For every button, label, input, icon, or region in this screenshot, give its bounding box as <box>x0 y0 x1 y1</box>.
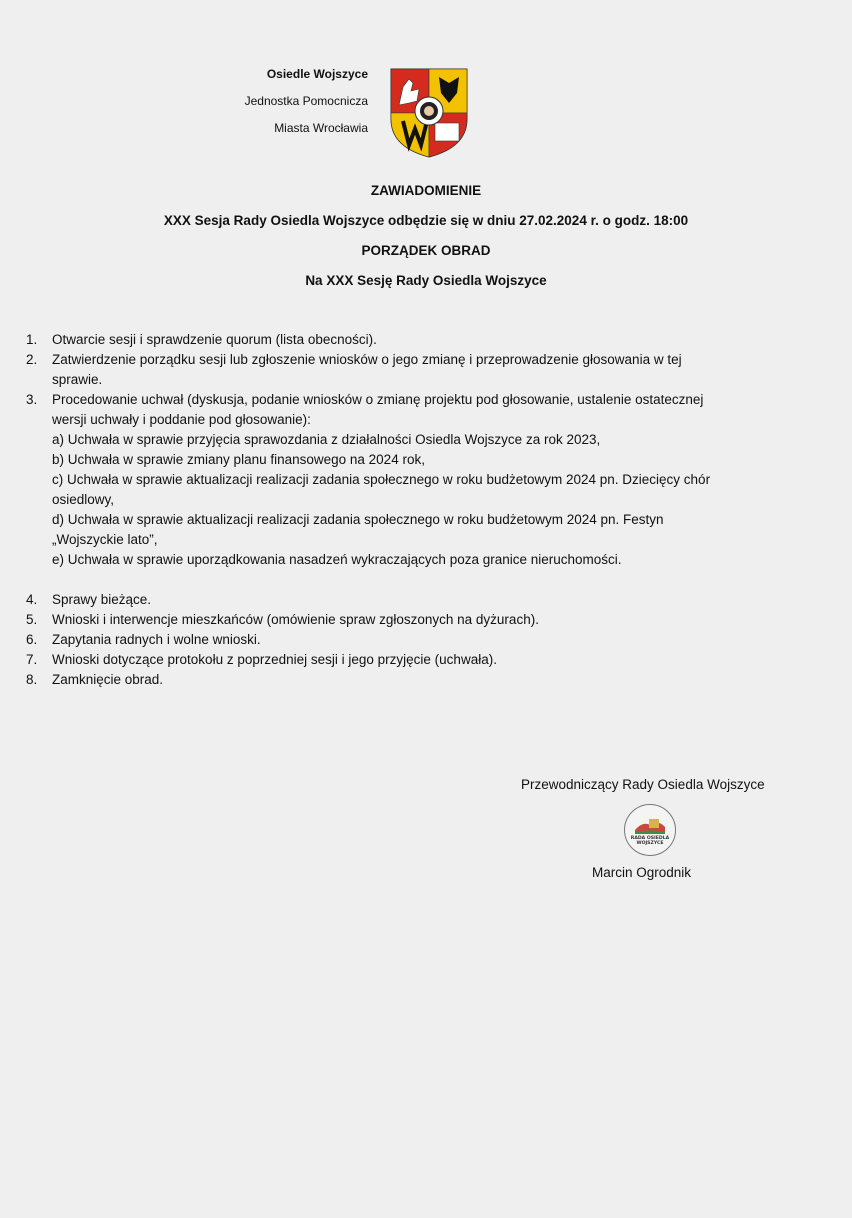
item-text: Wnioski i interwencje mieszkańców (omówienie spraw zgłoszonych na dyżurach). <box>52 612 539 627</box>
item-text: Zapytania radnych i wolne wnioski. <box>52 632 261 647</box>
agenda-list <box>26 330 786 690</box>
agenda-heading: PORZĄDEK OBRAD <box>361 243 491 258</box>
subitem-c-cont: osiedlowy, <box>52 492 115 507</box>
item-number: 2. <box>26 352 38 367</box>
agenda-item-5 <box>26 610 786 630</box>
item-number: 4. <box>26 592 38 607</box>
item-text: Zamknięcie obrad. <box>52 672 164 687</box>
agenda-item-7 <box>26 650 786 670</box>
item-text: Sprawy bieżące. <box>52 592 152 607</box>
session-info: XXX Sesja Rady Osiedla Wojszyce odbędzie się w dniu 27.02.2024 r. o godz. 18:00 <box>163 213 689 228</box>
header-block <box>200 68 368 149</box>
item-text: Zatwierdzenie porządku sesji lub zgłoszenie wniosków o jego zmianę i przeprowadzenie głosowania w tej <box>52 352 682 367</box>
item-text: Wnioski dotyczące protokołu z poprzedniej sesji i jego przyjęcie (uchwała). <box>52 652 497 667</box>
agenda-item-2 <box>26 350 786 390</box>
subitem-c: c) Uchwała w sprawie aktualizacji realizacji zadania społecznego w roku budżetowym 2024 pn. Dziecięcy chór <box>52 472 711 487</box>
item-number: 8. <box>26 672 38 687</box>
subitem-d: d) Uchwała w sprawie aktualizacji realizacji zadania społecznego w roku budżetowym 2024 pn. Festyn <box>52 512 664 527</box>
svg-text:WOJSZYCE: WOJSZYCE <box>636 841 664 846</box>
item-number: 6. <box>26 632 38 647</box>
resolution-subitems <box>26 430 786 570</box>
org-unit: Jednostka Pomocnicza <box>244 94 368 108</box>
subitem-a: a) Uchwała w sprawie przyjęcia sprawozdania z działalności Osiedla Wojszyce za rok 2023, <box>52 432 601 447</box>
agenda-subheading: Na XXX Sesję Rady Osiedla Wojszyce <box>305 273 547 288</box>
subitem-e: e) Uchwała w sprawie uporządkowania nasadzeń wykraczających poza granice nieruchomości. <box>52 552 622 567</box>
agenda-item-1 <box>26 330 786 350</box>
agenda-item-6 <box>26 630 786 650</box>
council-stamp-logo <box>623 803 677 857</box>
wroclaw-coat-of-arms <box>389 67 469 159</box>
item-text: wersji uchwały i poddanie pod głosowanie): <box>52 412 311 427</box>
item-number: 7. <box>26 652 38 667</box>
signatory-title: Przewodniczący Rady Osiedla Wojszyce <box>521 777 765 792</box>
item-number: 5. <box>26 612 38 627</box>
subitem-d-cont: „Wojszyckie lato”, <box>52 532 158 547</box>
item-text: Procedowanie uchwał (dyskusja, podanie wniosków o zmianę projektu pod głosowanie, ustalenie ostatecznej <box>52 392 704 407</box>
agenda-item-4 <box>26 590 786 610</box>
notice-title: ZAWIADOMIENIE <box>370 183 482 198</box>
subitem-b: b) Uchwała w sprawie zmiany planu finansowego na 2024 rok, <box>52 452 425 467</box>
item-text: sprawie. <box>52 372 103 387</box>
signatory-name: Marcin Ogrodnik <box>592 865 692 880</box>
item-number: 1. <box>26 332 38 347</box>
item-text: Otwarcie sesji i sprawdzenie quorum (lista obecności). <box>52 332 377 347</box>
org-city: Miasta Wrocławia <box>274 121 368 135</box>
org-name: Osiedle Wojszyce <box>266 67 368 81</box>
agenda-item-3 <box>26 390 786 430</box>
agenda-item-8 <box>26 670 786 690</box>
item-number: 3. <box>26 392 38 407</box>
svg-text:RADA OSIEDLA: RADA OSIEDLA <box>630 836 670 841</box>
